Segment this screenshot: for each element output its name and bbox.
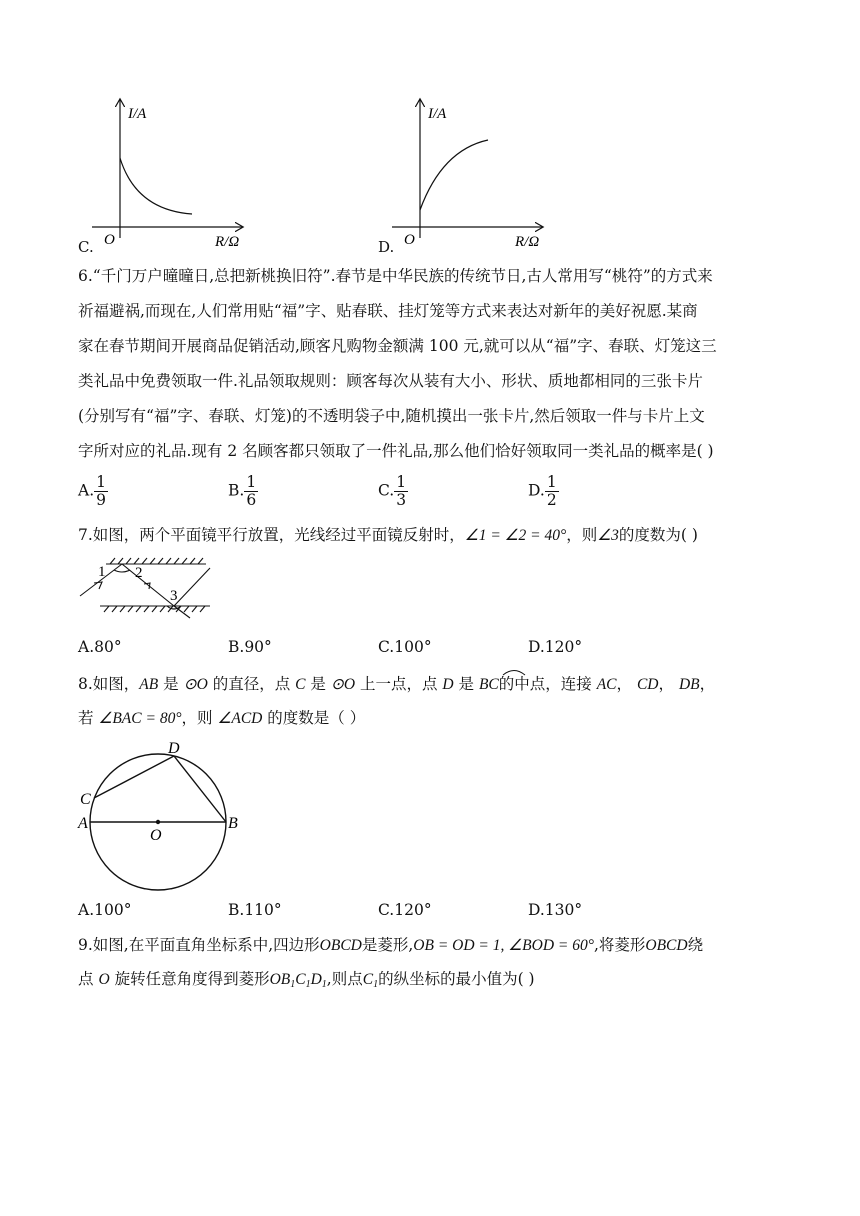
q9-stem-line-2: 点 O 旋转任意角度得到菱形$OB_1C_1D_1$,则点$C_1$的纵坐标的最小值为( ) [78,970,535,990]
rhombus-ob1c1d1: $OB_1C_1D_1$ [269,971,327,990]
q7-option-d: D.120° [528,638,583,656]
graph-d-plot [378,98,558,258]
q8-option-c: C.120° [378,901,432,919]
q7-option-a: A.80° [78,638,122,656]
q7-option-b: B.90° [228,638,272,656]
q6-option-d: D. $\frac{1}{2}$ [528,473,557,509]
point-label-d: D [168,740,180,757]
arc-bc: BC [478,676,499,693]
graph-d-x-label: R/Ω [515,234,540,250]
q7-option-c: C.100° [378,638,432,656]
mirror-figure [78,556,218,618]
graph-c-origin: O [104,232,115,248]
q6-line: 字所对应的礼品.现有 2 名顾客都只领取了一件礼品,那么他们恰好领取同一类礼品的概率是( ) [78,442,714,460]
point-label-b: B [228,815,238,832]
graph-c-y-label: I/A [128,106,147,122]
q8-stem-line-1: 8.如图，AB 是 ⊙O 的直径，点 C 是 ⊙O 上一点，点 D 是 BC的中点，连接 AC， CD， DB， [78,675,716,693]
graph-d-origin: O [404,232,415,248]
mirror-label-1: 1 [98,564,106,580]
q6-option-a: A. $\frac{1}{9}$ [78,473,106,509]
q6-line: 类礼品中免费领取一件.礼品领取规则：顾客每次从装有大小、形状、质地都相同的三张卡片 [78,372,703,390]
graph-c-option-label: C. [78,238,94,256]
graph-d [378,98,558,258]
q6-line: (分别写有“福”字、春联、灯笼)的不透明袋子中,随机摸出一张卡片,然后领取一件与卡片上文 [78,407,705,425]
graph-d-option-label: D. [378,238,395,256]
point-c1: $C_1$ [362,971,379,990]
graph-c-plot [78,98,258,258]
mirror-label-3: 3 [170,588,178,604]
q8-option-d: D.130° [528,901,583,919]
point-label-o: O [150,827,162,844]
graph-c-x-label: R/Ω [215,234,240,250]
q8-option-a: A.100° [78,901,132,919]
mirror-label-2: 2 [135,565,143,581]
q6-line: 家在春节期间开展商品促销活动,顾客凡购物金额满 100 元,就可以从“福”字、春联、灯笼这三 [78,337,717,355]
q6-option-b: B. $\frac{1}{6}$ [228,473,257,509]
q6-line: 祈福避祸,而现在,人们常用贴“福”字、贴春联、挂灯笼等方式来表达对新年的美好祝愿.某商 [78,302,698,320]
graph-d-y-label: I/A [428,106,447,122]
point-label-a: A [78,815,88,832]
q8-option-b: B.110° [228,901,282,919]
circle-figure [76,740,246,890]
graph-c [78,98,258,258]
q6-line: 6.“千门万户曈曈日,总把新桃换旧符”.春节是中华民族的传统节日,古人常用写“桃符”的方式来 [78,267,713,285]
q9-stem-line-1: 9.如图,在平面直角坐标系中,四边形OBCD是菱形,OB = OD = 1, ∠BOD = 60°,将菱形OBCD绕 [78,936,704,954]
q6-option-c: C. $\frac{1}{3}$ [378,473,407,509]
q8-stem-line-2: 若 ∠BAC = 80°，则 ∠ACD 的度数是（ ） [78,709,366,727]
q7-stem: 7.如图，两个平面镜平行放置，光线经过平面镜反射时，∠1 = ∠2 = 40°，则∠3的度数为( ) [78,526,698,544]
arc-mark [502,668,526,676]
point-label-c: C [80,791,91,808]
